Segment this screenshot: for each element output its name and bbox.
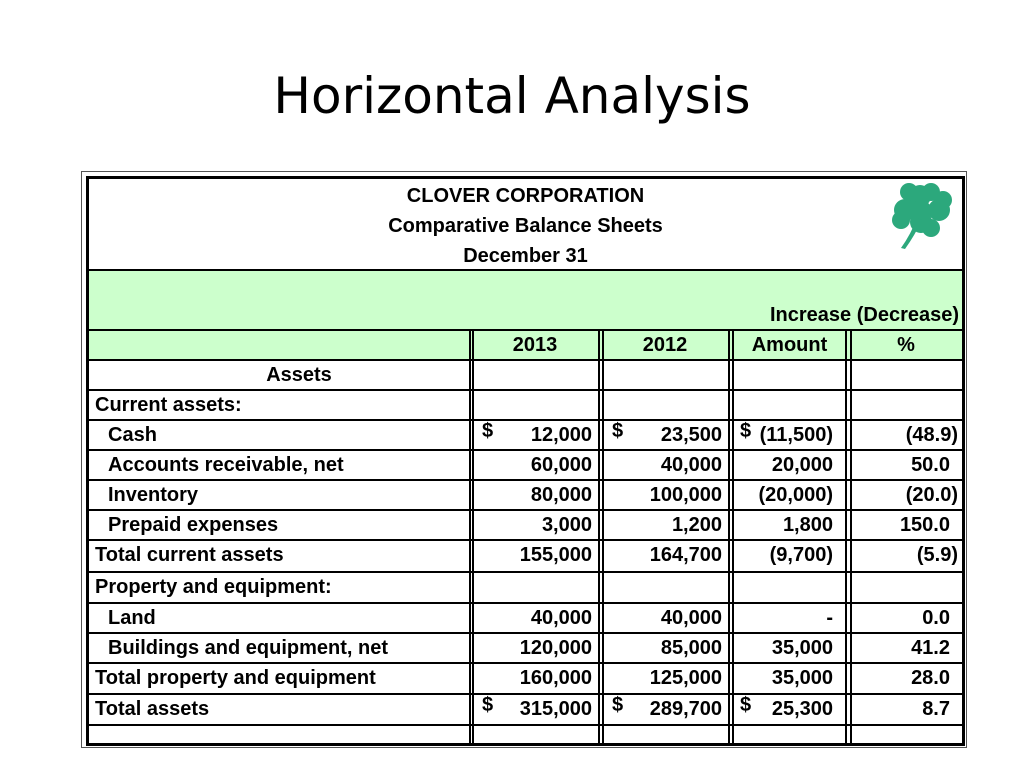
- value-percent: 0.0: [922, 607, 950, 629]
- value-y2013: 80,000: [530, 484, 592, 506]
- row-label: Prepaid expenses: [108, 514, 279, 536]
- value-y2012: 100,000: [649, 484, 722, 506]
- value-amount: (20,000): [758, 484, 833, 506]
- value-percent: (20.0): [905, 484, 958, 506]
- column-header-amount: Amount: [751, 334, 828, 356]
- currency-symbol: $: [612, 694, 624, 716]
- balance-sheet-table: [86, 176, 965, 746]
- currency-symbol: $: [482, 694, 494, 716]
- table-row: [89, 420, 962, 450]
- row-label: Buildings and equipment, net: [108, 637, 388, 659]
- table-row: [89, 663, 962, 693]
- row-label: Land: [108, 607, 156, 629]
- value-amount: 1,800: [782, 514, 833, 536]
- value-y2013: 315,000: [519, 698, 592, 720]
- value-y2012: 1,200: [671, 514, 722, 536]
- value-amount: (11,500): [759, 424, 833, 446]
- value-amount: (9,700): [769, 544, 833, 566]
- value-y2012: 164,700: [649, 544, 722, 566]
- table-row: [89, 480, 962, 510]
- increase-decrease-label: Increase (Decrease): [769, 304, 959, 326]
- table-row: [89, 390, 962, 420]
- value-percent: 41.2: [911, 637, 950, 659]
- value-percent: (5.9): [916, 544, 958, 566]
- slide-title: Horizontal Analysis: [273, 67, 751, 125]
- value-y2013: 155,000: [519, 544, 592, 566]
- section-heading-row: [89, 360, 962, 390]
- value-percent: 150.0: [899, 514, 950, 536]
- value-percent: 28.0: [911, 667, 950, 689]
- currency-symbol: $: [740, 420, 752, 442]
- table-row: [89, 572, 962, 602]
- value-percent: 8.7: [922, 698, 950, 720]
- company-name: CLOVER CORPORATION: [406, 185, 645, 207]
- value-y2013: 3,000: [541, 514, 592, 536]
- value-y2012: [602, 390, 728, 420]
- value-amount: -: [826, 607, 833, 629]
- currency-symbol: $: [482, 420, 494, 442]
- currency-symbol: $: [612, 420, 624, 442]
- currency-symbol: $: [740, 694, 752, 716]
- row-label: Total property and equipment: [95, 667, 376, 689]
- value-y2013: 60,000: [530, 454, 592, 476]
- table-row: [89, 694, 962, 724]
- table-row: [89, 540, 962, 570]
- value-y2012: 23,500: [660, 424, 722, 446]
- value-y2012: 85,000: [660, 637, 722, 659]
- section-heading-assets: Assets: [266, 364, 332, 386]
- value-y2013: 160,000: [519, 667, 592, 689]
- row-label: Accounts receivable, net: [108, 454, 344, 476]
- value-percent: (48.9): [905, 424, 958, 446]
- value-amount: 35,000: [771, 637, 833, 659]
- value-y2012: 40,000: [660, 454, 722, 476]
- row-label: Current assets:: [95, 394, 242, 416]
- value-amount: 35,000: [771, 667, 833, 689]
- column-header-row: [89, 330, 962, 360]
- value-y2013: 120,000: [519, 637, 592, 659]
- statement-name: Comparative Balance Sheets: [388, 215, 663, 237]
- row-label: Total current assets: [95, 544, 284, 566]
- row-label: Total assets: [95, 698, 210, 720]
- column-header-2012: 2012: [642, 334, 688, 356]
- value-amount: 20,000: [771, 454, 833, 476]
- table-row: [89, 510, 962, 540]
- value-amount: [732, 572, 847, 602]
- value-y2012: 40,000: [660, 607, 722, 629]
- value-y2013: 12,000: [530, 424, 592, 446]
- statement-date: December 31: [463, 245, 588, 267]
- value-y2012: 289,700: [649, 698, 722, 720]
- row-label: Inventory: [108, 484, 199, 506]
- value-percent: [850, 390, 962, 420]
- value-y2012: 125,000: [649, 667, 722, 689]
- table-row: [89, 633, 962, 663]
- value-y2012: [602, 572, 728, 602]
- table-row: [89, 603, 962, 633]
- shamrock-logo-icon: [887, 180, 957, 250]
- report-header: [89, 179, 962, 268]
- value-amount: [732, 390, 847, 420]
- empty-row: [89, 725, 962, 755]
- value-amount: 25,300: [771, 698, 833, 720]
- row-label: Property and equipment:: [95, 576, 332, 598]
- value-percent: [850, 572, 962, 602]
- row-label: Cash: [108, 424, 157, 446]
- column-header-percent: %: [897, 334, 915, 356]
- value-y2013: [472, 390, 598, 420]
- value-y2013: 40,000: [530, 607, 592, 629]
- value-percent: 50.0: [911, 454, 950, 476]
- table-row: [89, 450, 962, 480]
- column-header-2013: 2013: [512, 334, 558, 356]
- value-y2013: [472, 572, 598, 602]
